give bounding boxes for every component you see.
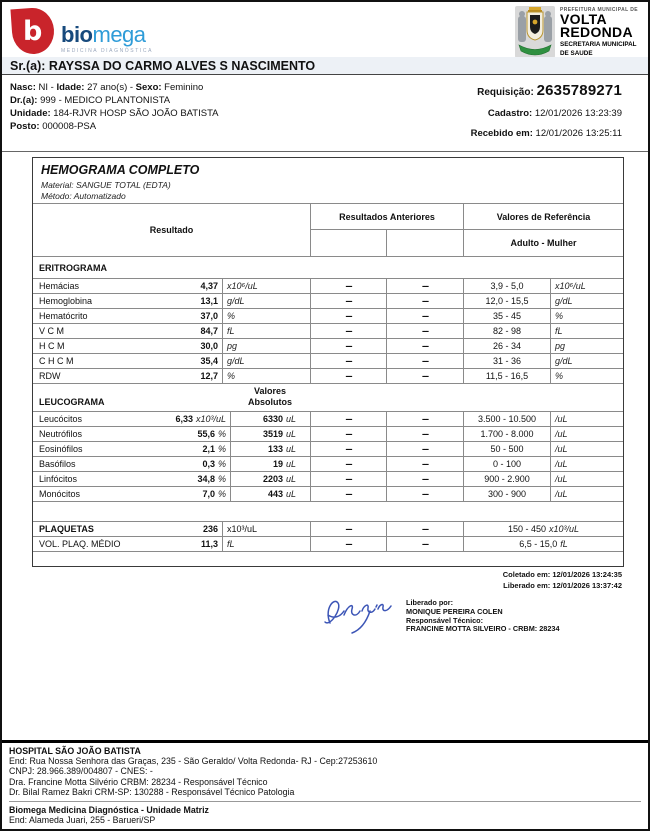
absolute-value: 6330	[262, 413, 283, 424]
result-row-monocitos	[33, 487, 623, 502]
reference-range: 3,9 - 5,0	[463, 279, 550, 293]
coletado-line: Coletado em: 12/01/2026 13:24:35	[502, 570, 622, 579]
table-column-headers	[33, 203, 623, 257]
analyte-unit: %	[217, 473, 226, 484]
result-row-eosinofilos	[33, 442, 623, 457]
absolute-value: 3519	[262, 428, 283, 439]
previous-result-1: ---	[310, 427, 386, 441]
analyte-name: RDW	[39, 370, 61, 381]
recebido-line: Recebido em: 12/01/2026 13:25:11	[470, 128, 622, 139]
result-row-hematocrito	[33, 309, 623, 324]
previous-result-1: ---	[310, 537, 386, 551]
hospital-responsible-1: Dra. Francine Motta Silvério CRBM: 28234 - Responsável Técnico	[9, 776, 268, 787]
reference-range: 26 - 34	[463, 339, 550, 353]
previous-result-1: ---	[310, 522, 386, 536]
result-row-hemoglobina	[33, 294, 623, 309]
result-row-plaquetas	[33, 522, 623, 537]
analyte-name: Eosinófilos	[39, 443, 83, 454]
previous-result-1: ---	[310, 339, 386, 353]
biomega-drop-icon	[10, 7, 55, 56]
analyte-unit: %	[222, 309, 310, 323]
previous-result-2: ---	[386, 369, 463, 383]
reference-range: 150 - 450	[507, 523, 546, 534]
volta-line: VOLTA	[560, 10, 607, 27]
footer	[9, 746, 641, 825]
analyte-value: 13,1	[200, 295, 218, 306]
exam-report-box	[32, 157, 624, 567]
analyte-unit: %	[217, 458, 226, 469]
analyte-name: Neutrófilos	[39, 428, 83, 439]
previous-result-2: ---	[386, 339, 463, 353]
reference-unit: /uL	[550, 457, 623, 471]
analyte-name: C H C M	[39, 355, 74, 366]
reference-unit: %	[550, 309, 623, 323]
signature-icon	[320, 593, 400, 637]
previous-result-1: ---	[310, 354, 386, 368]
section-gap	[33, 502, 623, 522]
analyte-name: Hematócrito	[39, 310, 88, 321]
reference-range: 35 - 45	[463, 309, 550, 323]
signature-block	[320, 593, 560, 637]
absolute-unit: uL	[285, 428, 296, 439]
absolute-unit: uL	[285, 443, 296, 454]
empty-row	[33, 552, 623, 569]
hospital-name: HOSPITAL SÃO JOÃO BATISTA	[9, 746, 141, 756]
analyte-value: 6,33	[175, 413, 193, 424]
previous-result-2: ---	[386, 522, 463, 536]
cadastro-line: Cadastro: 12/01/2026 13:23:39	[487, 108, 622, 119]
analyte-unit: pg	[222, 339, 310, 353]
reference-range: 31 - 36	[463, 354, 550, 368]
analyte-value: 11,3	[200, 538, 218, 549]
municipality-text	[560, 8, 638, 57]
analyte-unit: fL	[222, 324, 310, 338]
col-resultados-anteriores: Resultados Anteriores	[310, 204, 463, 230]
analyte-value: 37,0	[200, 310, 218, 321]
result-row-neutrofilos	[33, 427, 623, 442]
requisition-line: Requisição: 2635789271	[477, 82, 622, 99]
analyte-unit: x10⁶/uL	[222, 279, 310, 293]
previous-result-1: ---	[310, 324, 386, 338]
reference-unit: /uL	[550, 487, 623, 501]
analyte-value: 30,0	[200, 340, 218, 351]
result-row-hcm	[33, 339, 623, 354]
biomega-tagline: MEDICINA DIAGNÓSTICA	[61, 48, 154, 54]
patient-details	[10, 81, 219, 133]
reference-unit: g/dL	[550, 354, 623, 368]
analyte-name: Basófilos	[39, 458, 76, 469]
analyte-name: Leucócitos	[39, 413, 83, 424]
absolute-unit: uL	[285, 473, 296, 484]
reference-range: 82 - 98	[463, 324, 550, 338]
reference-range: 0 - 100	[463, 457, 550, 471]
absolute-value: 133	[267, 443, 283, 454]
patient-name: Sr.(a): RAYSSA DO CARMO ALVES S NASCIMENTO	[10, 58, 316, 73]
previous-result-2: ---	[386, 412, 463, 426]
reference-unit: fL	[560, 538, 568, 549]
analyte-name: V C M	[39, 325, 65, 336]
reference-unit: g/dL	[550, 294, 623, 308]
detail-line-doctor: Dr.(a): 999 - MEDICO PLANTONISTA	[10, 95, 171, 106]
municipality-block	[515, 6, 638, 58]
analyte-unit: %	[217, 488, 226, 499]
previous-result-2: ---	[386, 537, 463, 551]
requisition-number: 2635789271	[536, 82, 622, 99]
analyte-name: Hemoglobina	[39, 295, 93, 306]
analyte-name: Hemácias	[39, 280, 80, 291]
prefeitura-line: PREFEITURA MUNICIPAL DE	[560, 6, 638, 13]
reference-unit: %	[550, 369, 623, 383]
previous-result-2: ---	[386, 457, 463, 471]
absolute-value: 443	[267, 488, 283, 499]
analyte-value: 12,7	[200, 370, 218, 381]
previous-result-2: ---	[386, 427, 463, 441]
reference-unit: x10⁶/uL	[550, 279, 623, 293]
analyte-value: 0,3	[202, 458, 215, 469]
reference-unit: x10³/uL	[549, 523, 580, 534]
biomega-bio-text: bio	[61, 22, 93, 47]
analyte-unit: x10³/uL	[195, 413, 226, 424]
leucograma-section-header	[33, 384, 623, 412]
reference-unit: pg	[550, 339, 623, 353]
absolute-unit: uL	[285, 458, 296, 469]
result-row-basofilos	[33, 457, 623, 472]
biomega-mega-text: mega	[92, 22, 146, 47]
analyte-unit: %	[217, 443, 226, 454]
coat-of-arms-icon	[515, 6, 555, 58]
previous-result-2: ---	[386, 294, 463, 308]
matrix-name: Biomega Medicina Diagnóstica - Unidade Matriz	[9, 805, 209, 816]
release-signature-text: Liberado por: MONIQUE PEREIRA COLEN Responsável Técnico: FRANCINE MOTTA SILVEIRO - CRBM: 28234	[406, 598, 560, 634]
reference-unit: /uL	[550, 472, 623, 486]
analyte-unit: g/dL	[222, 294, 310, 308]
col-valores-referencia: Valores de Referência	[463, 204, 623, 230]
liberado-line: Liberado em: 12/01/2026 13:37:42	[503, 581, 622, 590]
result-row-linfocitos	[33, 472, 623, 487]
footer-divider	[2, 740, 648, 743]
absolute-unit: uL	[285, 488, 296, 499]
result-row-rdw	[33, 369, 623, 384]
reference-unit: /uL	[550, 427, 623, 441]
reference-unit: fL	[550, 324, 623, 338]
biomega-logo	[12, 8, 153, 54]
reference-range: 1.700 - 8.000	[463, 427, 550, 441]
analyte-value: 34,8	[197, 473, 215, 484]
analyte-value: 84,7	[200, 325, 218, 336]
analyte-value: 55,6	[197, 428, 215, 439]
analyte-name: H C M	[39, 340, 65, 351]
analyte-value: 4,37	[200, 280, 218, 291]
previous-result-2: ---	[386, 442, 463, 456]
analyte-value: 7,0	[202, 488, 215, 499]
saude-line: DE SAUDE	[560, 49, 593, 57]
secretaria-line: SECRETARIA MUNICIPAL	[560, 40, 637, 48]
footer-separator	[9, 801, 641, 802]
previous-result-1: ---	[310, 294, 386, 308]
exam-header	[33, 158, 623, 203]
reference-range: 50 - 500	[463, 442, 550, 456]
previous-result-1: ---	[310, 279, 386, 293]
previous-result-1: ---	[310, 442, 386, 456]
patient-name-bar	[2, 57, 648, 75]
redonda-line: REDONDA	[560, 23, 633, 40]
previous-result-2: ---	[386, 279, 463, 293]
reference-range: 6,5 - 15,0	[519, 538, 558, 549]
absolute-unit: uL	[285, 413, 296, 424]
previous-result-2: ---	[386, 324, 463, 338]
analyte-name: Linfócitos	[39, 473, 78, 484]
analyte-name: VOL. PLAQ. MÉDIO	[39, 538, 121, 549]
result-row-chcm	[33, 354, 623, 369]
previous-result-1: ---	[310, 457, 386, 471]
col-anterior-1	[310, 230, 386, 256]
reference-unit: /uL	[550, 442, 623, 456]
valores-absolutos-header: Valores Absolutos	[248, 386, 292, 407]
analyte-name: Monócitos	[39, 488, 81, 499]
analyte-unit: x10³/uL	[222, 522, 310, 536]
exam-title: HEMOGRAMA COMPLETO	[41, 163, 200, 177]
previous-result-2: ---	[386, 487, 463, 501]
col-resultado: Resultado	[149, 225, 194, 235]
analyte-unit: %	[217, 428, 226, 439]
header-divider	[2, 151, 648, 152]
col-anterior-2	[386, 230, 463, 256]
detail-line-unit: Unidade: 184-RJVR HOSP SÃO JOÃO BATISTA	[10, 108, 219, 119]
result-row-vol-plaq-medio	[33, 537, 623, 552]
result-row-leucocitos	[33, 412, 623, 427]
previous-result-1: ---	[310, 412, 386, 426]
previous-result-1: ---	[310, 369, 386, 383]
hospital-cnpj: CNPJ: 28.966.389/004807 - CNES: -	[9, 766, 153, 777]
hospital-responsible-2: Dr. Bilal Ramez Bakri CRM-SP: 130288 - Responsável Técnico Patologia	[9, 786, 295, 797]
result-row-hemacias	[33, 279, 623, 294]
previous-result-2: ---	[386, 472, 463, 486]
previous-result-1: ---	[310, 309, 386, 323]
analyte-value: 2,1	[202, 443, 215, 454]
biomega-drop-letter: b	[23, 15, 43, 47]
leucograma-section-title: LEUCOGRAMA	[39, 397, 105, 407]
request-meta	[471, 82, 622, 139]
exam-material: Material: SANGUE TOTAL (EDTA)	[41, 180, 171, 190]
reference-unit: /uL	[550, 412, 623, 426]
previous-result-1: ---	[310, 472, 386, 486]
analyte-value: 35,4	[200, 355, 218, 366]
detail-line-post: Posto: 000008-PSA	[10, 121, 97, 132]
exam-method: Método: Automatizado	[41, 191, 126, 201]
eritrograma-section-title: ERITROGRAMA	[33, 257, 623, 279]
previous-result-1: ---	[310, 487, 386, 501]
reference-range: 3.500 - 10.500	[463, 412, 550, 426]
biomega-wordmark	[61, 24, 153, 54]
analyte-unit: %	[222, 369, 310, 383]
analyte-unit: g/dL	[222, 354, 310, 368]
previous-result-2: ---	[386, 354, 463, 368]
analyte-name: PLAQUETAS	[39, 523, 94, 534]
absolute-value: 19	[272, 458, 283, 469]
reference-range: 900 - 2.900	[463, 472, 550, 486]
reference-range: 12,0 - 15,5	[463, 294, 550, 308]
reference-range: 11,5 - 16,5	[463, 369, 550, 383]
collection-dates	[503, 569, 622, 591]
analyte-unit: fL	[222, 537, 310, 551]
previous-result-2: ---	[386, 309, 463, 323]
col-adulto-mulher: Adulto - Mulher	[463, 230, 623, 256]
reference-range: 300 - 900	[463, 487, 550, 501]
absolute-value: 2203	[262, 473, 283, 484]
matrix-address: End: Alameda Juari, 255 - Barueri/SP	[9, 815, 156, 826]
result-row-vcm	[33, 324, 623, 339]
detail-line-nasc: Nasc: NI - Idade: 27 ano(s) - Sexo: Feminino	[10, 82, 204, 93]
hospital-address: End: Rua Nossa Senhora das Graças, 235 - São Geraldo/ Volta Redonda- RJ - Cep:27253610	[9, 756, 378, 767]
analyte-value: 236	[202, 523, 218, 534]
